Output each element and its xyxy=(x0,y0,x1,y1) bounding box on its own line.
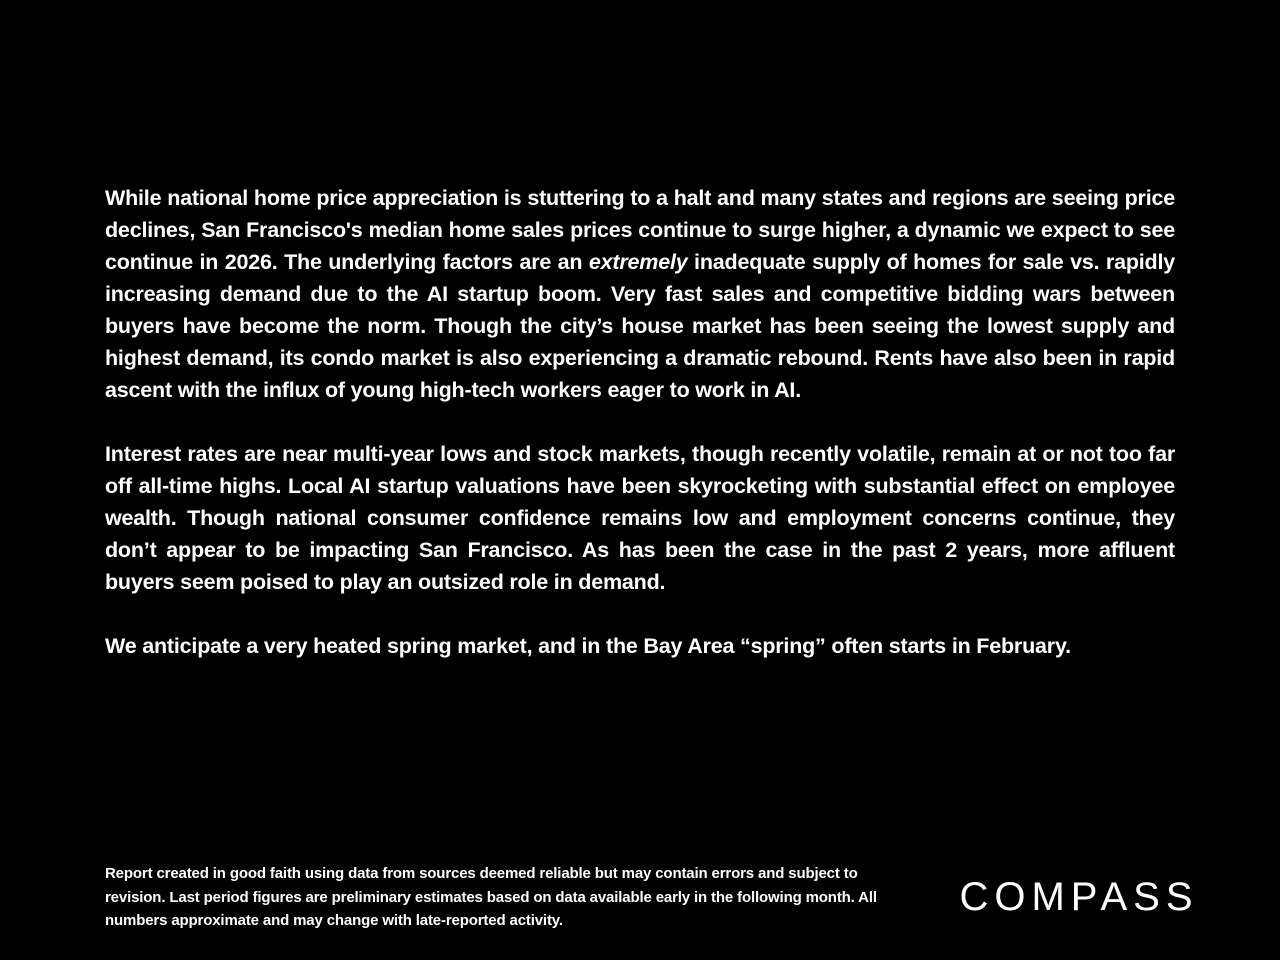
compass-logo xyxy=(942,872,1217,922)
paragraph-1-emphasis: extremely xyxy=(588,250,688,274)
commentary-paragraph-3: We anticipate a very heated spring market, and in the Bay Area “spring” often starts in February. xyxy=(105,634,1071,658)
compass-logo-wordmark xyxy=(942,872,1217,922)
commentary-paragraph-2: Interest rates are near multi-year lows and stock markets, though recently volatile, remain at or not too far off all-time highs. Local AI startup valuations have been skyrocketing with substantial effect on employee wealth. Though national consumer confidence remains low and employment concerns continue, they don’t appear to be impacting San Francisco. As has been the case in the past 2 years, more affluent buyers seem poised to play an outsized role in demand. xyxy=(105,442,1175,594)
commentary-paragraph-1 xyxy=(105,182,1175,406)
disclaimer-footnote: Report created in good faith using data from sources deemed reliable but may contain errors and subject to revision. Last period figures are preliminary estimates based on data available early in the following month. All numbers approximate and may change with late-reported activity. xyxy=(105,865,877,929)
paragraph-1-text-end: inadequate supply of homes for sale vs. rapidly increasing demand due to the AI startup boom. Very fast sales and competitive bidding wars between buyers have become the norm. Though the city’s house market has been seeing the lowest supply and highest demand, its condo market is also experiencing a dramatic rebound. Rents have also been in rapid ascent with the influx of young high-tech workers eager to work in AI. xyxy=(105,250,1176,402)
compass-logo-text: COMPASS xyxy=(959,875,1199,919)
paragraph-1-text-start: While national home price appreciation is stuttering to a halt and many states and regions are seeing price declines, San Francisco's median home sales prices continue to surge higher, a dynamic we expect to see continue in 2026. The underlying factors are an xyxy=(105,186,1175,274)
market-commentary xyxy=(105,182,1175,662)
